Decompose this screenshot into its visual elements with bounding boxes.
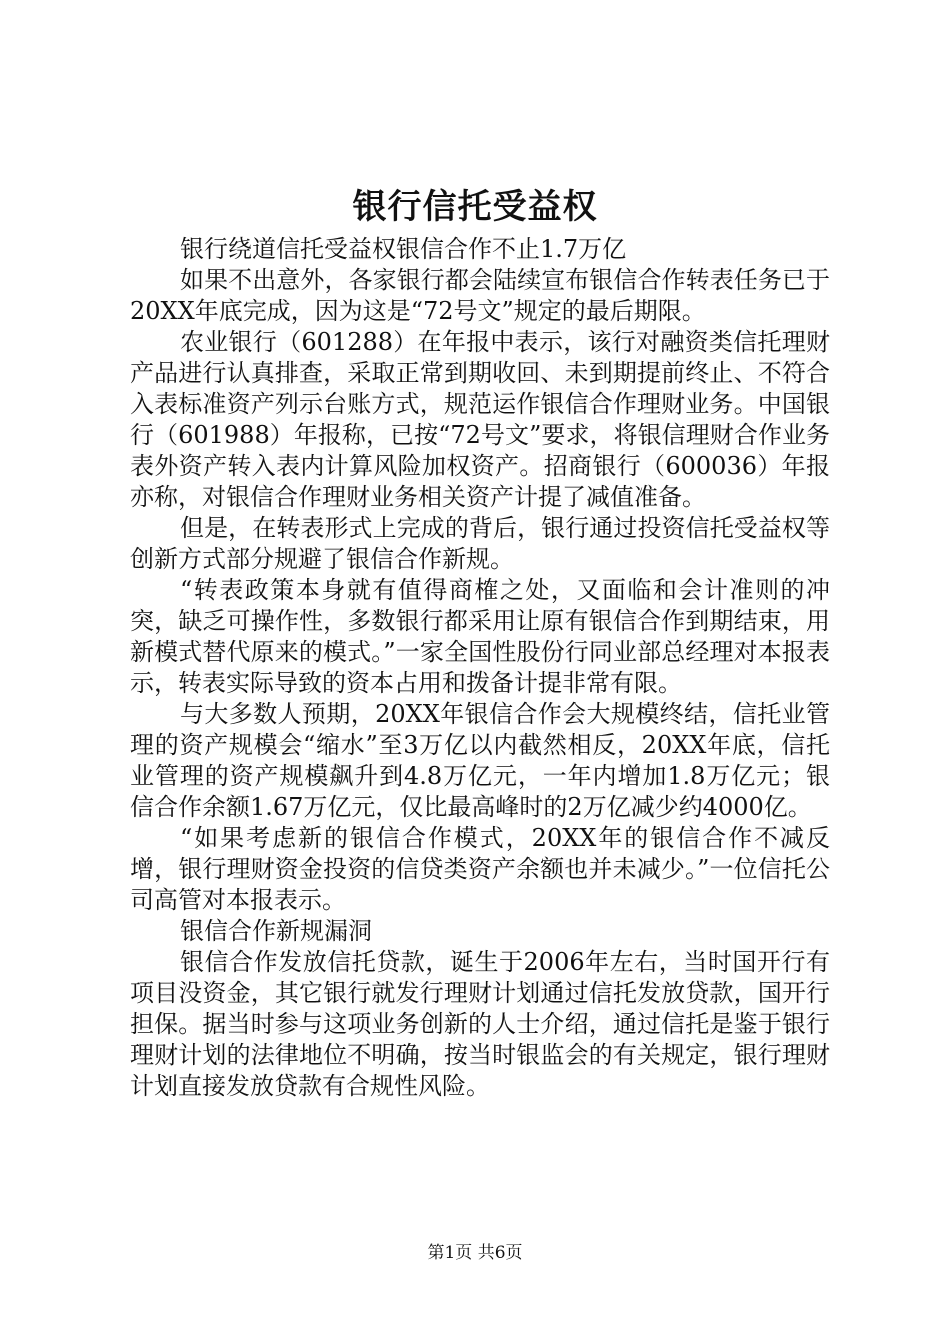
body-paragraph: 农业银行（601288）在年报中表示，该行对融资类信托理财产品进行认真排查，采取正常到期收回、未到期提前终止、不符合入表标准资产列示台账方式，规范运作银信合作理财业务。中国银行（601988）年报称，已按“72号文”要求，将银信理财合作业务表外资产转入表内计算风险加权资产。招商银行（600036）年报亦称，对银信合作理财业务相关资产计提了减值准备。 <box>130 328 830 511</box>
subtitle-paragraph: 银行绕道信托受益权银信合作不止1.7万亿 <box>180 235 627 263</box>
body-paragraph: 但是，在转表形式上完成的背后，银行通过投资信托受益权等创新方式部分规避了银信合作新规。 <box>130 514 830 573</box>
body-paragraph: 银信合作发放信托贷款，诞生于2006年左右，当时国开行有项目没资金，其它银行就发行理财计划通过信托发放贷款，国开行担保。据当时参与这项业务创新的人士介绍，通过信托是鉴于银行理财计划的法律地位不明确，按当时银监会的有关规定，银行理财计划直接发放贷款有合规性风险。 <box>130 948 830 1100</box>
body-paragraph: 与大多数人预期，20XX年银信合作会大规模终结，信托业管理的资产规模会“缩水”至3万亿以内截然相反，20XX年底，信托业管理的资产规模飙升到4.8万亿元，一年内增加1.8万亿元；银信合作余额1.67万亿元，仅比最高峰时的2万亿减少约4000亿。 <box>130 700 830 821</box>
page-footer: 第1页 共6页 <box>427 1243 523 1263</box>
body-paragraph: 如果不出意外，各家银行都会陆续宣布银信合作转表任务已于20XX年底完成，因为这是“72号文”规定的最后期限。 <box>130 266 830 325</box>
document-body <box>130 234 830 1102</box>
body-paragraph: “如果考虑新的银信合作模式，20XX年的银信合作不减反增，银行理财资金投资的信贷类资产余额也并未减少。”一位信托公司高管对本报表示。 <box>130 824 830 914</box>
section-heading: 银信合作新规漏洞 <box>180 917 372 945</box>
body-paragraph: “转表政策本身就有值得商榷之处，又面临和会计准则的冲突，缺乏可操作性，多数银行都采用让原有银信合作到期结束，用新模式替代原来的模式。”一家全国性股份行同业部总经理对本报表示，转表实际导致的资本占用和拨备计提非常有限。 <box>130 576 830 697</box>
document-title: 银行信托受益权 <box>352 187 598 227</box>
